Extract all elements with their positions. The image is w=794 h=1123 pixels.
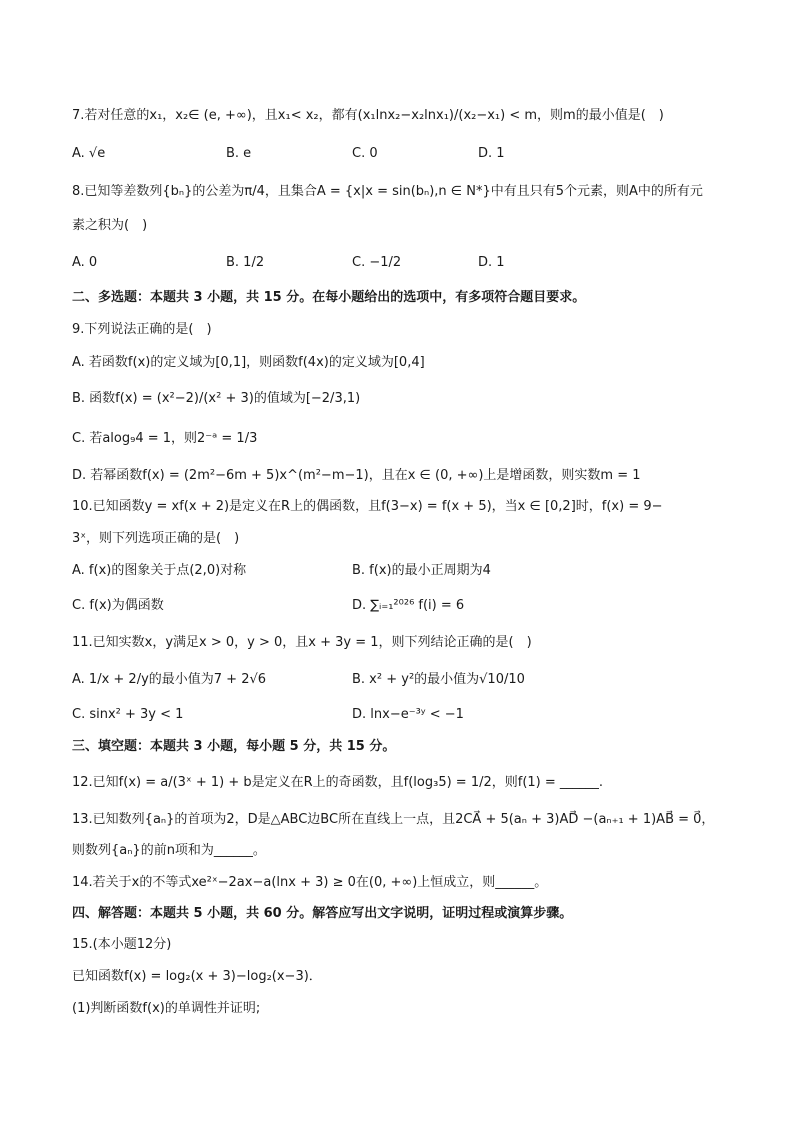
q11-option-b: B. x² + y²的最小值为√10/10 — [352, 672, 525, 687]
q8-stem-line1: 8.已知等差数列{bₙ}的公差为π/4，且集合A = {x|x = sin(bₙ),n ∈ N*}中有且只有5个元素，则A中的所有元 — [72, 184, 703, 199]
q8-stem-line2: 素之积为( ) — [72, 218, 148, 233]
q10-stem-line2: 3ˣ，则下列选项正确的是( ) — [72, 531, 240, 546]
q15-part1: (1)判断函数f(x)的单调性并证明; — [72, 1001, 261, 1016]
q9-option-b: B. 函数f(x) = (x²−2)/(x² + 3)的值域为[−2/3,1) — [72, 391, 361, 406]
q9-option-a: A. 若函数f(x)的定义域为[0,1]，则函数f(4x)的定义域为[0,4] — [72, 355, 425, 370]
section-2-heading: 二、多选题：本题共 3 小题，共 15 分。在每小题给出的选项中，有多项符合题目要求。 — [72, 290, 586, 305]
section-3-heading: 三、填空题：本题共 3 小题，每小题 5 分，共 15 分。 — [72, 739, 396, 754]
q13-line2: 则数列{aₙ}的前n项和为______。 — [72, 843, 266, 858]
q8-option-a: A. 0 — [72, 255, 98, 270]
q7-option-c: C. 0 — [352, 146, 378, 161]
q10-option-a: A. f(x)的图象关于点(2,0)对称 — [72, 563, 247, 578]
q7-stem: 7.若对任意的x₁，x₂∈ (e, +∞)，且x₁< x₂，都有(x₁lnx₂−x₂lnx₁)/(x₂−x₁) < m，则m的最小值是( ) — [72, 108, 664, 123]
q10-stem-line1: 10.已知函数y = xf(x + 2)是定义在R上的偶函数，且f(3−x) = f(x + 5)，当x ∈ [0,2]时，f(x) = 9− — [72, 499, 663, 514]
q8-option-d: D. 1 — [478, 255, 505, 270]
q10-option-d: D. ∑ᵢ₌₁²⁰²⁶ f(i) = 6 — [352, 598, 465, 613]
q12-stem: 12.已知f(x) = a/(3ˣ + 1) + b是定义在R上的奇函数，且f(log₃5) = 1/2，则f(1) = ______. — [72, 775, 604, 790]
q7-option-b: B. e — [226, 146, 252, 161]
q14-stem: 14.若关于x的不等式xe²ˣ−2ax−a(lnx + 3) ≥ 0在(0, +∞)上恒成立，则______。 — [72, 875, 548, 890]
q11-option-c: C. sinx² + 3y < 1 — [72, 707, 184, 722]
q9-stem: 9.下列说法正确的是( ) — [72, 322, 212, 337]
q11-stem: 11.已知实数x，y满足x > 0，y > 0，且x + 3y = 1，则下列结论正确的是( ) — [72, 635, 532, 650]
q13-line1: 13.已知数列{aₙ}的首项为2，D是△ABC边BC所在直线上一点，且2CA⃗ + 5(aₙ + 3)AD⃗ −(aₙ₊₁ + 1)AB⃗ = 0⃗， — [72, 812, 715, 827]
section-4-heading: 四、解答题：本题共 5 小题，共 60 分。解答应写出文字说明，证明过程或演算步骤。 — [72, 906, 573, 921]
q15-header: 15.(本小题12分) — [72, 937, 172, 952]
q7-option-a: A. √e — [72, 146, 106, 161]
q8-option-c: C. −1/2 — [352, 255, 402, 270]
q10-option-c: C. f(x)为偶函数 — [72, 598, 164, 613]
q8-option-b: B. 1/2 — [226, 255, 265, 270]
q11-option-a: A. 1/x + 2/y的最小值为7 + 2√6 — [72, 672, 267, 687]
q9-option-d: D. 若幂函数f(x) = (2m²−6m + 5)x^(m²−m−1)，且在x ∈ (0, +∞)上是增函数，则实数m = 1 — [72, 468, 641, 483]
q15-given: 已知函数f(x) = log₂(x + 3)−log₂(x−3)． — [72, 969, 322, 984]
q11-option-d: D. lnx−e⁻³ʸ < −1 — [352, 707, 464, 722]
q10-option-b: B. f(x)的最小正周期为4 — [352, 563, 491, 578]
q9-option-c: C. 若alog₉4 = 1，则2⁻ᵃ = 1/3 — [72, 431, 258, 446]
q7-option-d: D. 1 — [478, 146, 505, 161]
